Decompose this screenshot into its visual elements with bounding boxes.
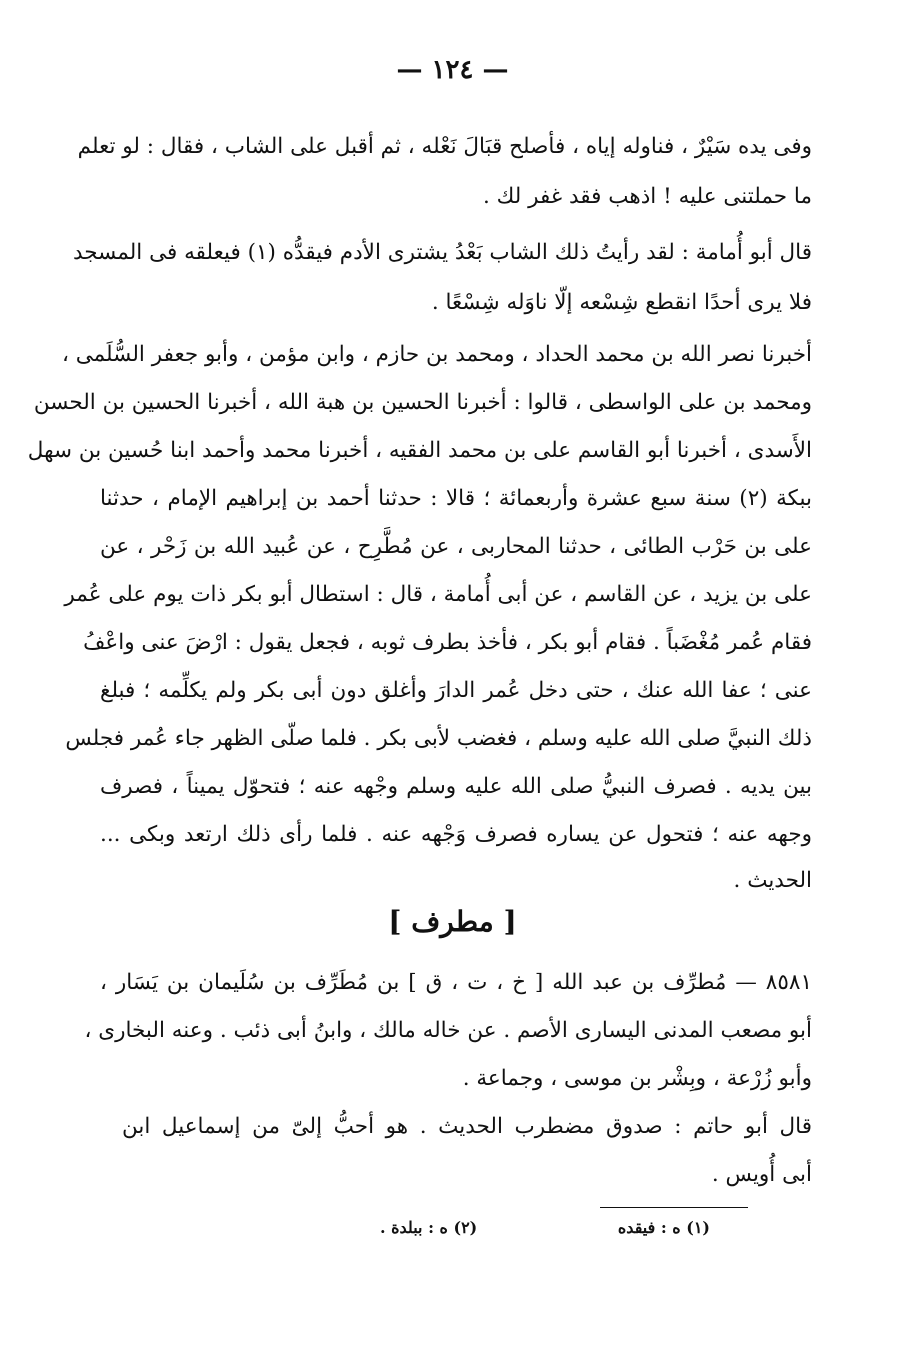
biography-entry: [84, 960, 812, 1200]
text-line: ذلك النبيَّ صلى الله عليه وسلم ، فغضب لأبى بكر . فلما صلّى الظهر جاء عُمر فجلس: [65, 726, 812, 751]
text-line: الحديث .: [733, 868, 812, 893]
entry-line: أبى أُويس .: [711, 1162, 812, 1187]
text-line: ببكة (٢) سنة سبع عشرة وأربعمائة ؛ قالا : حدثنا أحمد بن إبراهيم الإمام ، حدثنا: [100, 486, 812, 511]
entry-line: وأبو زُرْعة ، وبِشْر بن موسى ، وجماعة .: [462, 1066, 812, 1091]
text-line: وفى يده سَيْرٌ ، فناوله إياه ، فأصلح قبَالَ نَعْله ، ثم أقبل على الشاب ، فقال : لو تعلم: [77, 134, 812, 159]
text-line: فقام عُمر مُغْضَباً . فقام أبو بكر ، فأخذ بطرف ثوبه ، فجعل يقول : ارْضَ عنى واعْفُ: [83, 630, 812, 655]
footnote-2: (٢) ه : ببلدة .: [380, 1218, 478, 1237]
main-text: [27, 124, 812, 914]
text-line: على بن يزيد ، عن القاسم ، عن أبى أُمامة ، قال : استطال أبو بكر ذات يوم على عُمر: [64, 582, 812, 607]
text-line: بين يديه . فصرف النبيُّ صلى الله عليه وسلم وجْهه عنه ؛ فتحوّل يميناً ، فصرف: [100, 774, 812, 799]
text-line: أخبرنا نصر الله بن محمد الحداد ، ومحمد بن حازم ، وابن مؤمن ، وأبو جعفر السُّلَمى ،: [61, 342, 812, 367]
text-line: ومحمد بن على الواسطى ، قالوا : أخبرنا الحسين بن هبة الله ، أخبرنا الحسين بن الحسن: [33, 390, 812, 415]
text-line: عنى ؛ عفا الله عنك ، حتى دخل عُمر الدارَ وأغلق دون أبى بكر ولم يكلِّمه ؛ فبلغ: [100, 678, 812, 703]
text-line: ما حملتنى عليه ! اذهب فقد غفر لك .: [483, 184, 812, 209]
page-number: — ١٢٤ —: [396, 55, 509, 85]
entry-line: أبو مصعب المدنى اليسارى الأصم . عن خاله مالك ، وابنُ أبى ذئب . وعنه البخارى ،: [84, 1018, 812, 1043]
entry-line: قال أبو حاتم : صدوق مضطرب الحديث . هو أحبُّ إلىّ من إسماعيل ابن: [122, 1114, 812, 1139]
text-line: على بن حَرْب الطائى ، حدثنا المحاربى ، عن مُطَّرِح ، عن عُبيد الله بن زَحْر ، عن: [100, 534, 812, 559]
footnote-1: (١) ه : فيقده: [617, 1218, 710, 1237]
text-line: قال أبو أُمامة : لقد رأيتُ ذلك الشاب بَعْدُ يشترى الأدم فيقدُّه (١) فيعلقه فى المسجد: [72, 240, 812, 265]
text-line: فلا يرى أحدًا انقطع شِسْعه إلّا ناوَله شِسْعًا .: [431, 290, 812, 315]
text-line: وجهه عنه ؛ فتحول عن يساره فصرف وَجْهه عنه . فلما رأى ذلك ارتعد وبكى ...: [100, 822, 812, 847]
footnotes: [380, 1218, 710, 1237]
entry-line: ٨٥٨١ — مُطرِّف بن عبد الله [ خ ، ت ، ق ] بن مُطَرِّف بن سُلَيمان بن يَسَار ،: [100, 970, 812, 995]
text-line: الأَسدى ، أخبرنا أبو القاسم على بن محمد الفقيه ، أخبرنا محمد وأحمد ابنا حُسين بن سهل: [27, 438, 812, 463]
section-heading: [ مطرف ]: [388, 905, 517, 938]
footnote-separator: [600, 1207, 748, 1208]
